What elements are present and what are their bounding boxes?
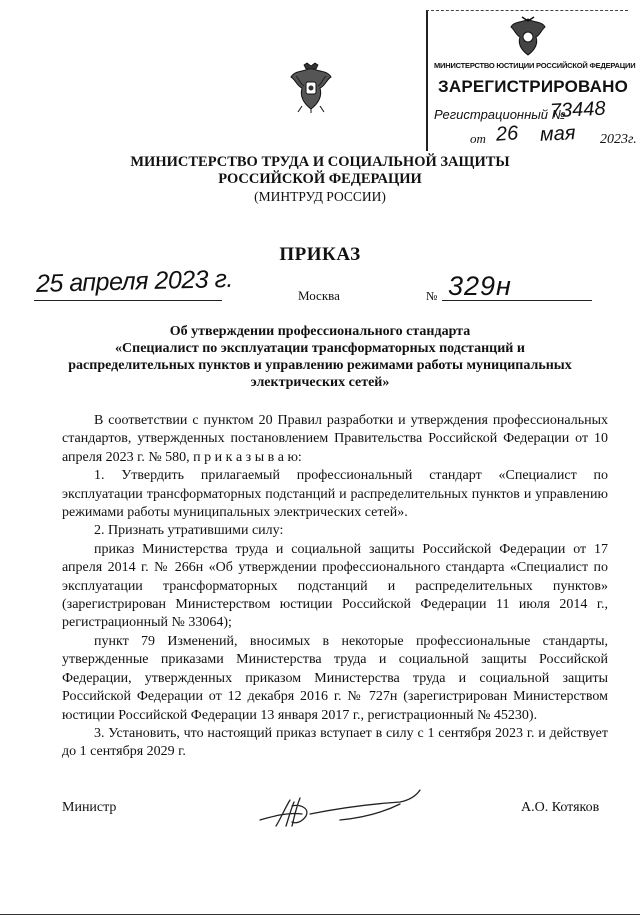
page-bottom-edge — [0, 914, 640, 915]
stamp-date-prefix: от — [470, 131, 486, 146]
paragraph-item-3: 3. Установить, что настоящий приказ вступает в силу с 1 сентября 2023 г. и действует до 1 сентября 2029 г. — [62, 725, 608, 760]
document-title-line2: «Специалист по эксплуатации трансформаторных подстанций и — [115, 341, 525, 356]
document-title-line3: распределительных пунктов и управлению режимами работы муниципальных — [68, 358, 572, 373]
stamp-ministry: МИНИСТЕРСТВО ЮСТИЦИИ РОССИЙСКОЙ ФЕДЕРАЦИИ — [434, 61, 636, 70]
stamp-date-day: 26 — [495, 122, 519, 146]
order-number-label: № — [426, 289, 438, 303]
paragraph-item-2: 2. Признать утратившими силу: — [94, 523, 284, 539]
document-body — [62, 412, 608, 762]
order-date: 25 апреля 2023 г. — [35, 264, 234, 298]
order-city: Москва — [298, 288, 340, 303]
stamp-reg-label: Регистрационный № — [434, 107, 566, 122]
order-title: ПРИКАЗ — [279, 244, 361, 265]
stamp-reg-number: 73448 — [549, 97, 607, 123]
document-title-line4: электрических сетей» — [250, 375, 390, 390]
order-number-line — [442, 300, 592, 301]
stamp-date-month: мая — [539, 122, 577, 146]
ministry-line2: РОССИЙСКОЙ ФЕДЕРАЦИИ — [218, 171, 422, 187]
paragraph-item-1: 1. Утвердить прилагаемый профессиональный стандарт «Специалист по эксплуатации трансформаторных подстанций и распределительных пунктов и управлению режимами работы муниципальных электрических сетей». — [62, 468, 608, 521]
stamp-title: ЗАРЕГИСТРИРОВАНО — [438, 77, 629, 96]
ministry-line1: МИНИСТЕРСТВО ТРУДА И СОЦИАЛЬНОЙ ЗАЩИТЫ — [130, 154, 510, 170]
order-date-line — [34, 300, 222, 301]
document-title-line1: Об утверждении профессионального стандарта — [169, 324, 471, 339]
stamp-emblem-icon — [508, 15, 548, 59]
paragraph-repealed-point: пункт 79 Изменений, вносимых в некоторые профессиональные стандарты, утвержденные приказами Министерства труда и социальной защиты Российской Федерации, утвержденных приказом Министерства труда и социальной защиты Российской Федерации от 12 декабря 2016 г. № 727н (зарегистрирован Министерством юстиции Российской Федерации 13 января 2017 г., регистрационный № 45230). — [62, 633, 608, 723]
coat-of-arms-icon — [288, 62, 334, 114]
document-title — [40, 323, 600, 391]
signatory-name: А.О. Котяков — [521, 800, 600, 815]
order-number: 329н — [448, 271, 512, 301]
paragraph-preamble: В соответствии с пунктом 20 Правил разработки и утверждения профессиональных стандартов, утвержденных постановлением Правительства Российской Федерации от 10 апреля 2023 г. № 580, п р и к а з ы в а ю: — [62, 413, 608, 465]
handwritten-signature-icon — [250, 784, 430, 834]
paragraph-repealed-order: приказ Министерства труда и социальной защиты Российской Федерации от 17 апреля 2014 г. № 266н «Об утверждении профессионального стандарта «Специалист по эксплуатации трансформаторных подстанций и распределительных пунктов» (зарегистрирован Министерством юстиции Российской Федерации 11 июля 2014 г., регистрационный № 33064); — [62, 541, 608, 631]
ministry-short: (МИНТРУД РОССИИ) — [254, 189, 386, 204]
signatory-title: Министр — [62, 800, 117, 815]
ministry-header — [0, 154, 640, 205]
stamp-date-year: 2023г. — [600, 132, 637, 147]
registration-stamp — [426, 10, 637, 151]
